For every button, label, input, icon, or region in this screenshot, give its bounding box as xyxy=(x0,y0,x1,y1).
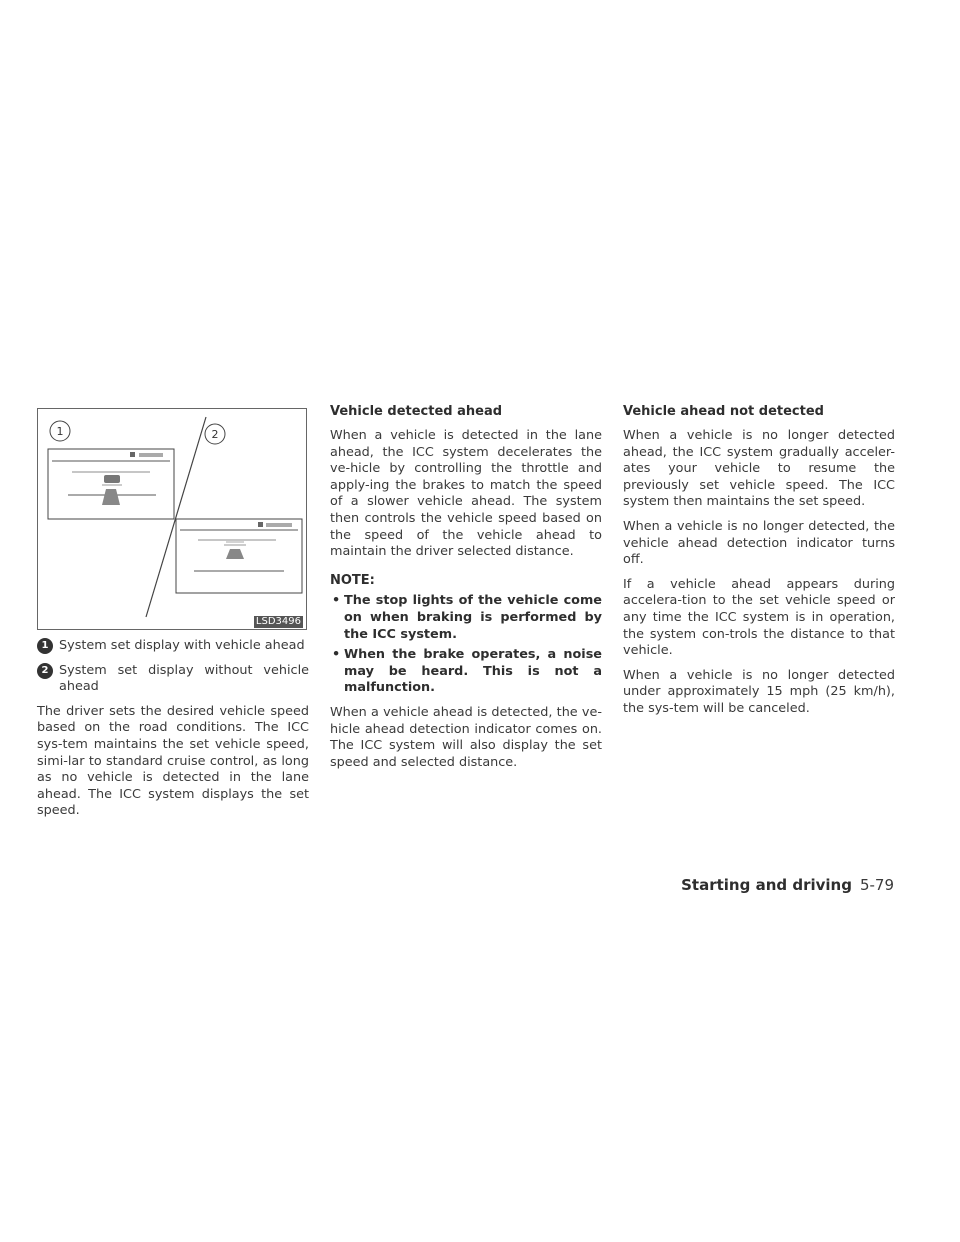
note-item-2: • When the brake operates, a noise may be heard. This is not a malfunction. xyxy=(330,647,602,697)
icc-display-figure xyxy=(37,408,307,630)
caption-1-text: System set display with vehicle ahead xyxy=(59,638,305,653)
column-1 xyxy=(37,404,309,820)
caption-2-number: 2 xyxy=(37,663,53,679)
footer-section-title: Starting and driving xyxy=(681,876,852,894)
not-detected-paragraph-2: When a vehicle is no longer detected, the vehicle ahead detection indicator turns off. xyxy=(623,518,895,568)
page-number: 5-79 xyxy=(859,876,894,894)
page-footer xyxy=(681,876,894,894)
note-item-1: • The stop lights of the vehicle come on when braking is performed by the ICC system. xyxy=(330,593,602,643)
note-list xyxy=(330,593,602,697)
intro-paragraph: The driver sets the desired vehicle speed based on the road conditions. The ICC sys-tem maintains the set vehicle speed, simi-lar to standard cruise control, as long as no vehicle is detected in the lane ahead. The ICC system displays the set speed. xyxy=(37,703,309,819)
vehicle-detected-after: When a vehicle ahead is detected, the ve-hicle ahead detection indicator comes on. The ICC system will also display the set speed and selected distance. xyxy=(330,704,602,770)
not-detected-paragraph-3: If a vehicle ahead appears during accelera-tion to the set vehicle speed or any time the ICC system is in operation, the system con-trols the distance to that vehicle. xyxy=(623,576,895,659)
column-2 xyxy=(330,404,602,771)
column-3 xyxy=(623,404,895,718)
display-without-vehicle xyxy=(176,519,302,593)
caption-1-number: 1 xyxy=(37,638,53,654)
caption-2 xyxy=(37,663,309,696)
note-label: NOTE: xyxy=(330,572,375,588)
caption-1 xyxy=(37,638,309,655)
vehicle-not-detected-heading: Vehicle ahead not detected xyxy=(623,404,824,419)
callout-1: 1 xyxy=(56,425,64,438)
caption-2-text: System set display without vehicle ahead xyxy=(59,662,309,695)
not-detected-paragraph-1: When a vehicle is no longer detected ahead, the ICC system gradually acceler-ates your vehicle to resume the previously set vehicle speed. The ICC system then maintains the set speed. xyxy=(623,428,895,510)
vehicle-detected-heading: Vehicle detected ahead xyxy=(330,404,503,419)
not-detected-paragraph-4: When a vehicle is no longer detected under approximately 15 mph (25 km/h), the sys-tem will be canceled. xyxy=(623,667,895,716)
vehicle-detected-body: When a vehicle is detected in the lane ahead, the ICC system decelerates the ve-hicle by controlling the throttle and apply-ing the brakes to match the speed of a slower vehicle ahead. The system then controls the vehicle speed based on the speed of the vehicle ahead to maintain the driver selected distance. xyxy=(330,428,602,560)
display-with-vehicle xyxy=(48,449,174,519)
figure-code: LSD3496 xyxy=(255,616,301,627)
icc-display-illustration xyxy=(38,409,308,631)
callout-2: 2 xyxy=(211,428,219,441)
